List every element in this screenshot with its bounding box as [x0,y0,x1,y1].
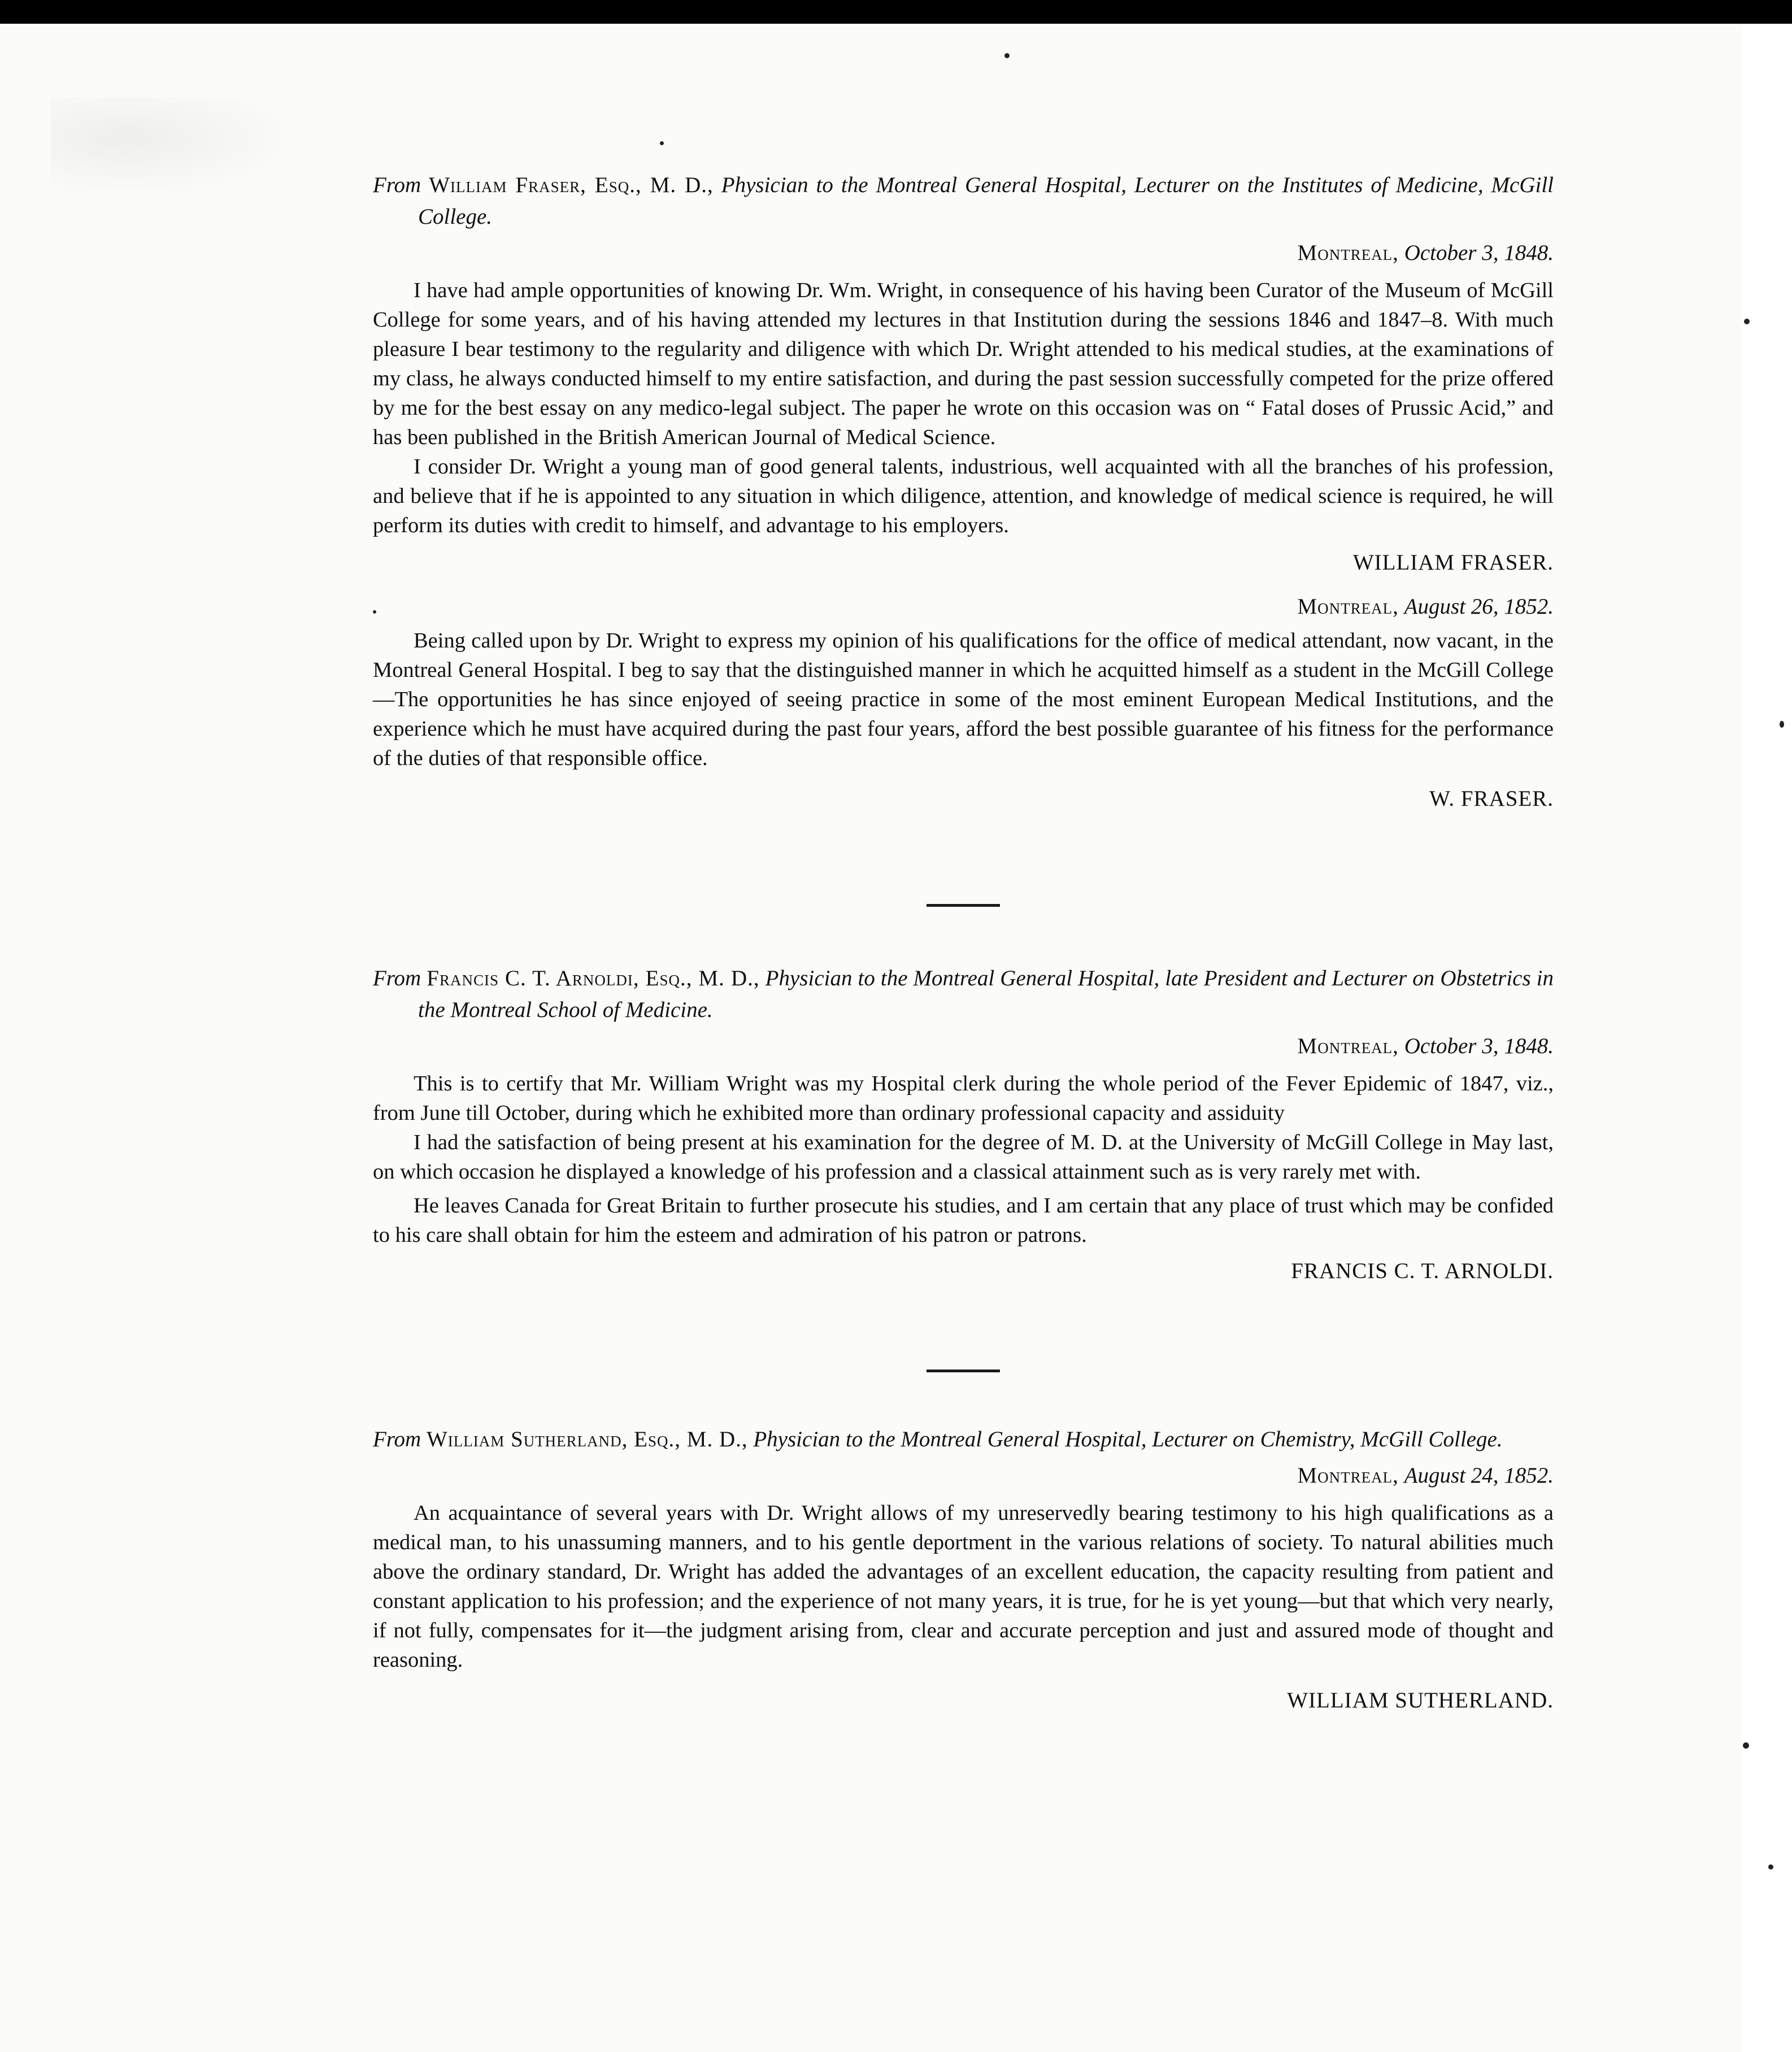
section-divider [927,1370,1000,1372]
scan-margin [1741,24,1792,2052]
header-degree: , M. D., [686,966,760,990]
letter-header [373,963,1554,1026]
dateline-place: Montreal, [1297,1463,1399,1488]
letter-fraser [373,169,1554,815]
signature: FRANCIS C. T. ARNOLDI. [1291,1259,1554,1283]
signature: WILLIAM FRASER. [1352,550,1554,575]
dateline-place: Montreal, [1297,241,1399,265]
dateline-date: August 24, 1852. [1404,1463,1554,1488]
speck-mark [1780,721,1784,728]
letter-paragraph: I had the satisfaction of being present at his examination for the degree of M. D. at the University of McGill College in May last, on which occasion he displayed a knowledge of his profession and a classical attainment such as is very rarely met with. [373,1131,1554,1184]
letter-paragraph: This is to certify that Mr. William Wright was my Hospital clerk during the whole period of the Fever Epidemic of 1847, viz., from June till October, during which he exhibited more than ordinary professional capacity and assiduity [373,1072,1554,1125]
header-from: From [373,173,421,197]
header-from: From [373,1427,421,1451]
document-page [0,24,1741,2052]
speck-mark [660,141,664,145]
header-title: Physician to the Montreal General Hospital, Lecturer on Chemistry, McGill College. [753,1427,1503,1451]
header-from: From [373,966,421,990]
letter-arnoldi [373,963,1554,1287]
header-title: Physician to the Montreal General Hospital, Lecturer on the Institutes of Medicine, McGill College. [418,173,1554,229]
header-degree: , M. D., [675,1427,748,1451]
bleed-through-mark [51,97,305,199]
header-degree: , M. D., [636,173,714,197]
dateline-place: Montreal, [1297,1034,1399,1058]
dateline-place: Montreal, [1297,594,1399,619]
letter-header [373,1424,1554,1455]
signature: WILLIAM SUTHERLAND. [1287,1688,1554,1712]
header-title: Physician to the Montreal General Hospital, late President and Lecturer on Obstetrics in the Montreal School of Medicine. [418,966,1554,1022]
dateline [373,1460,1554,1492]
signature: W. FRASER. [1429,786,1554,811]
dateline-date: October 3, 1848. [1404,1034,1554,1058]
letter-paragraph: I consider Dr. Wright a young man of good general talents, industrious, well acquainted with all the branches of his profession, and believe that if he is appointed to any situation in which diligence, attention, and knowledge of medical science is required, he will perform its duties with credit to himself, and advantage to his employers. [373,455,1554,537]
section-divider [927,904,1000,907]
letter-paragraph: Being called upon by Dr. Wright to express my opinion of his qualifications for the office of medical attendant, now vacant, in the Montreal General Hospital. I beg to say that the distinguished manner in which he acquitted himself as a student in the McGill College—The opportunities he has since enjoyed of seeing practice in some of the most eminent European Medical Institutions, and the experience which he must have acquired during the past four years, afford the best possible guarantee of his fitness for the performance of the duties of that responsible office. [373,629,1554,770]
header-name: William Sutherland, Esq. [426,1427,675,1451]
header-name: Francis C. T. Arnoldi, Esq. [427,966,686,990]
dateline-date: October 3, 1848. [1404,241,1554,265]
dateline [373,237,1554,269]
dateline-date: August 26, 1852. [1404,594,1554,619]
letter-sutherland [373,1424,1554,1716]
speck-mark [1744,319,1750,324]
speck-mark [1768,1864,1773,1870]
letter-paragraph: He leaves Canada for Great Britain to further prosecute his studies, and I am certain that any place of trust which may be confided to his care shall obtain for him the esteem and admiration of his patron or patrons. [373,1194,1554,1247]
letter-paragraph: An acquaintance of several years with Dr. Wright allows of my unreservedly bearing testimony to his high qualifications as a medical man, to his unassuming manners, and to his gentle deportment in the various relations of society. To natural abilities much above the ordinary standard, Dr. Wright has added the advantages of an excellent education, the capacity resulting from patient and constant application to his profession; and the experience of not many years, it is true, for he is yet young—but that which very nearly, if not fully, compensates for it—the judgment arising from, clear and accurate perception and just and assured mode of thought and reasoning. [373,1501,1554,1672]
speck-mark [1004,53,1010,58]
dateline [373,1031,1554,1062]
letter-header [373,169,1554,233]
header-name: William Fraser, Esq. [429,173,636,197]
speck-mark [1743,1742,1749,1749]
letter-paragraph: I have had ample opportunities of knowing Dr. Wm. Wright, in consequence of his having been Curator of the Museum of McGill College for some years, and of his having attended my lectures in that Institution during the sessions 1846 and 1847–8. With much pleasure I bear testimony to the regularity and diligence with which Dr. Wright attended to his medical studies, at the examinations of my class, he always conducted himself to my entire satisfaction, and during the past session successfully competed for the prize offered by me for the best essay on any medico-legal subject. The paper he wrote on this occasion was on “ Fatal doses of Prussic Acid,” and has been published in the British American Journal of Medical Science. [373,279,1554,449]
dateline [373,591,1554,623]
